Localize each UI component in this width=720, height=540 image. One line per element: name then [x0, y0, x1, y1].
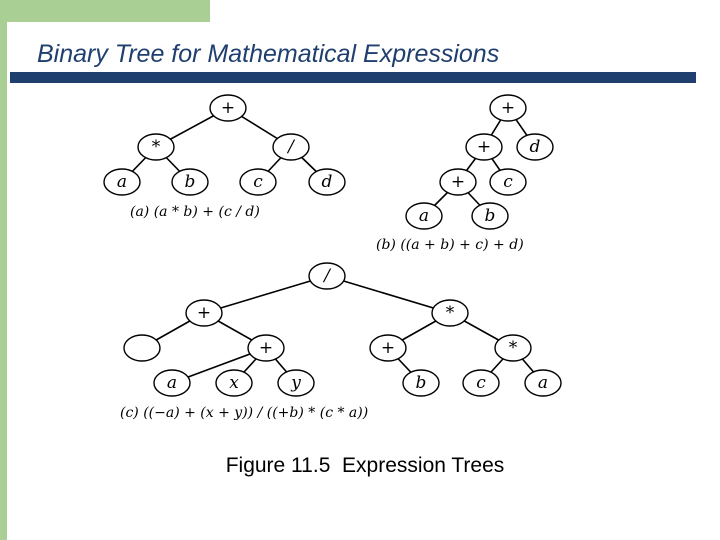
- tree-b-node: [490, 169, 526, 195]
- node-label: y: [291, 373, 301, 393]
- tree-b-node: [490, 95, 526, 121]
- tree-c-edge: [327, 276, 450, 313]
- node-label: d: [321, 172, 333, 192]
- tree-a-expression-label: (a) (a * b) + (c / d): [130, 204, 260, 220]
- tree-a-node: [172, 169, 208, 195]
- node-ellipse: [124, 335, 160, 361]
- node-label: +: [196, 303, 212, 323]
- node-label: c: [503, 172, 513, 192]
- node-label: a: [166, 373, 178, 393]
- tree-c-node: [124, 335, 160, 361]
- node-label: +: [220, 98, 236, 118]
- node-label: +: [450, 172, 466, 192]
- tree-c-expression-label: (c) ((−a) + (x + y)) / ((+b) * (c * a)): [120, 405, 369, 421]
- tree-c-node: [403, 370, 439, 396]
- node-label: *: [445, 303, 455, 323]
- node-label: c: [476, 373, 486, 393]
- node-label: a: [116, 172, 128, 192]
- tree-b-node: [517, 134, 553, 160]
- tree-c-node: [525, 370, 561, 396]
- node-label: +: [476, 137, 492, 157]
- tree-b-node: [440, 169, 476, 195]
- node-label: c: [253, 172, 263, 192]
- tree-b-node: [406, 203, 442, 229]
- node-label: b: [184, 172, 196, 192]
- node-label: b: [415, 373, 427, 393]
- tree-a-node: [104, 169, 140, 195]
- tree-c-node: [278, 370, 314, 396]
- tree-a-node: [273, 134, 309, 160]
- figure-caption: Figure 11.5 Expression Trees: [225, 454, 505, 477]
- tree-b-expression-label: (b) ((a + b) + c) + d): [376, 237, 524, 253]
- node-label: /: [288, 137, 294, 157]
- node-label: a: [537, 373, 549, 393]
- node-label: +: [500, 98, 516, 118]
- tree-c-edge: [204, 276, 327, 313]
- tree-c-node: [154, 370, 190, 396]
- tree-b-node: [466, 134, 502, 160]
- tree-a: [104, 95, 345, 220]
- tree-c-node: [186, 300, 222, 326]
- tree-c-node: [432, 300, 468, 326]
- node-label: +: [258, 338, 274, 358]
- tree-c-node: [370, 335, 406, 361]
- tree-b: [376, 95, 553, 253]
- tree-c-node: [248, 335, 284, 361]
- node-label: *: [508, 338, 518, 358]
- tree-c-node: [216, 370, 252, 396]
- tree-a-node: [309, 169, 345, 195]
- tree-a-node: [138, 134, 174, 160]
- tree-a-node: [240, 169, 276, 195]
- node-label: +: [380, 338, 396, 358]
- tree-c-node: [309, 263, 345, 289]
- node-label: /: [324, 266, 330, 286]
- tree-c: [120, 263, 561, 421]
- node-label: b: [484, 206, 496, 226]
- node-label: x: [229, 373, 239, 393]
- node-label: a: [418, 206, 430, 226]
- tree-c-node: [495, 335, 531, 361]
- node-label: d: [529, 137, 541, 157]
- tree-c-node: [463, 370, 499, 396]
- tree-b-node: [472, 203, 508, 229]
- slide-title: Binary Tree for Mathematical Expressions: [37, 40, 500, 68]
- node-label: *: [151, 137, 161, 157]
- tree-a-node: [210, 95, 246, 121]
